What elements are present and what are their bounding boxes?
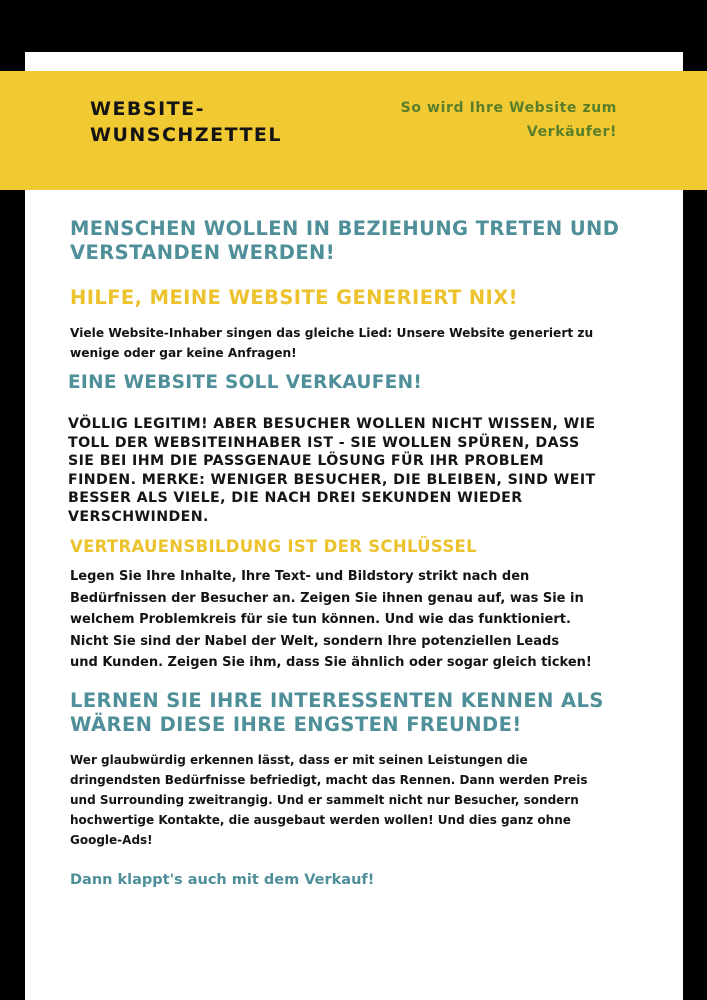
heading-website-problem: HILFE, MEINE WEBSITE GENERIERT NIX!	[70, 286, 518, 309]
emphasis-block: VÖLLIG LEGITIM! ABER BESUCHER WOLLEN NICHT WISSEN, WIE TOLL DER WEBSITEINHABER IST - SIE WOLLEN SPÜREN, DASS SIE BEI IHM DIE PASSGENAUE LÖSUNG FÜR IHR PROBLEM FINDEN. MERKE: WENIGER BESUCHER, DIE BLEIBEN, SIND WEIT BESSER ALS VIELE, DIE NACH DREI SEKUNDEN WIEDER VERSCHWINDEN.	[68, 416, 596, 525]
paragraph-credibility: Wer glaubwürdig erkennen lässt, dass er mit seinen Leistungen die dringendsten Bedürfnisse befriedigt, macht das Rennen. Dann werden Preis und Surrounding zweitrangig. Und er sammelt nicht nur Besucher, sondern hochwertige Kontakte, die ausgebaut werden wollen! Und dies ganz ohne Google-Ads!	[70, 753, 588, 847]
closing-line: Dann klappt's auch mit dem Verkauf!	[70, 872, 375, 888]
document-page	[25, 52, 683, 1000]
heading-know-prospects: LERNEN SIE IHRE INTERESSENTEN KENNEN ALS WÄREN DIESE IHRE ENGSTEN FREUNDE!	[70, 689, 604, 736]
heading-relationship: MENSCHEN WOLLEN IN BEZIEHUNG TRETEN UND VERSTANDEN WERDEN!	[70, 217, 620, 264]
document-title: WEBSITE- WUNSCHZETTEL	[90, 98, 283, 146]
heading-trust: VERTRAUENSBILDUNG IST DER SCHLÜSSEL	[70, 537, 477, 556]
heading-sell: EINE WEBSITE SOLL VERKAUFEN!	[68, 372, 423, 393]
paragraph-intro: Viele Website-Inhaber singen das gleiche Lied: Unsere Website generiert zu wenige oder gar keine Anfragen!	[70, 326, 594, 360]
document-tagline: So wird Ihre Website zum Verkäufer!	[400, 100, 617, 140]
paragraph-trust: Legen Sie Ihre Inhalte, Ihre Text- und Bildstory strikt nach den Bedürfnissen der Besucher an. Zeigen Sie ihnen genau auf, was Sie in welchem Problemkreis für sie tun können. Und wie das funktioniert. Nicht Sie sind der Nabel der Welt, sondern Ihre potenziellen Leads und Kunden. Zeigen Sie ihm, dass Sie ähnlich oder sogar gleich ticken!	[70, 569, 592, 670]
